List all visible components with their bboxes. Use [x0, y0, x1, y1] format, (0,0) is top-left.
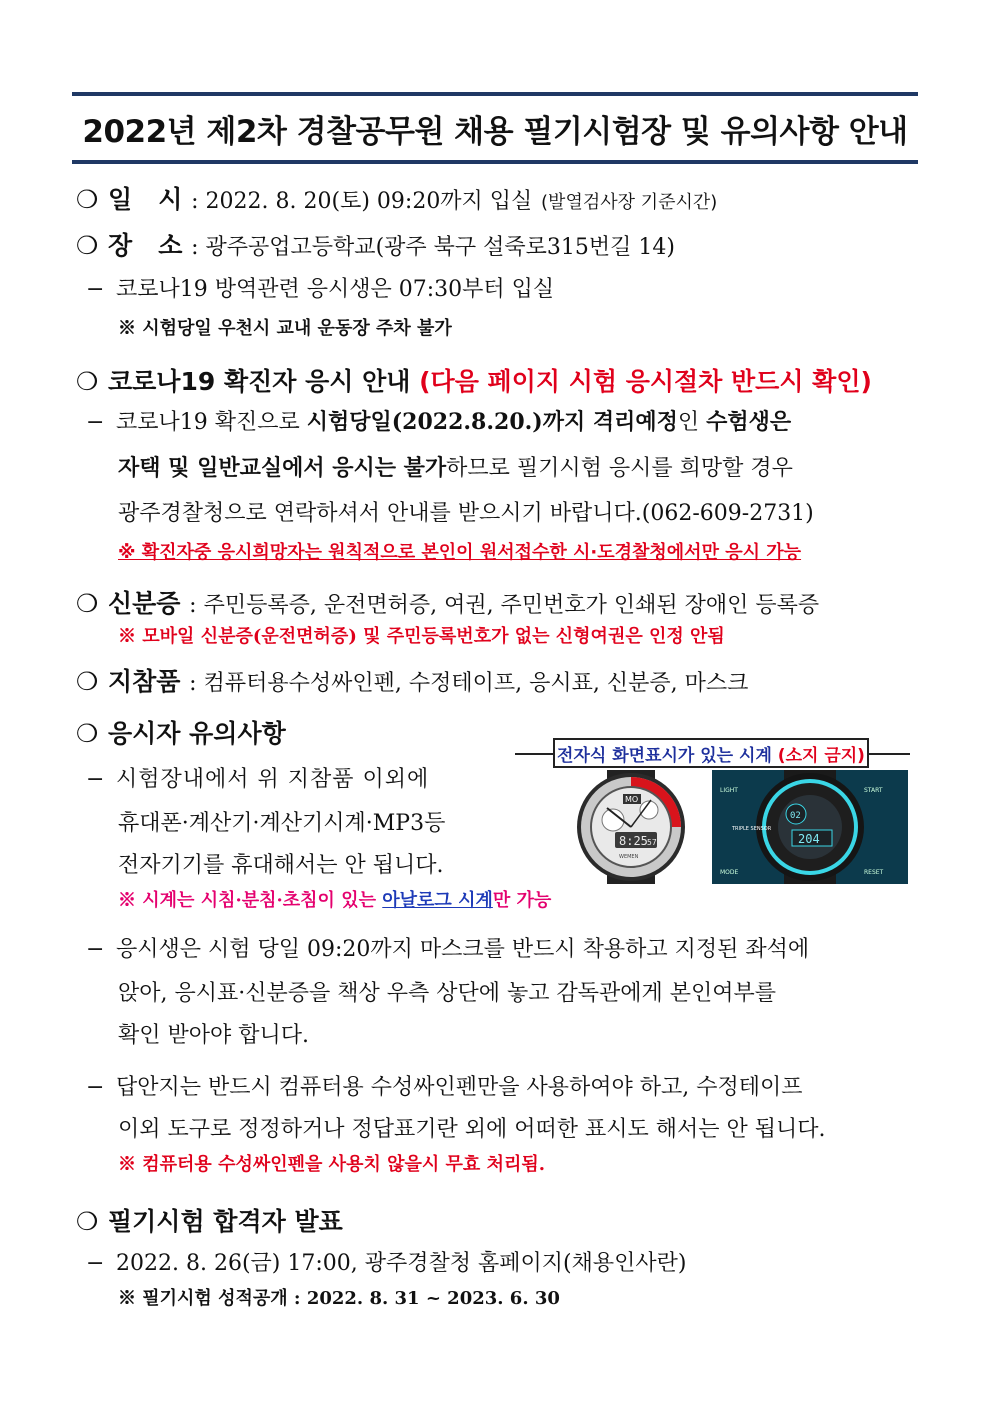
watch-illustration [515, 738, 910, 886]
covid-line-1 [76, 405, 791, 436]
covid-heading-row [76, 362, 872, 398]
id-card-note: ※ 모바일 신분증(운전면허증) 및 주민등록번호가 없는 신형여권은 인정 안됨 [118, 626, 725, 647]
results-line-1 [76, 1246, 686, 1277]
caution-3-line-1 [76, 1070, 803, 1101]
bullet-icon: ❍ [76, 589, 99, 618]
watch2-time: 204 [798, 832, 820, 846]
caution-note-text: ※ 시계는 시침·분침·초침이 있는 [118, 890, 383, 911]
dash-icon: − [86, 1075, 105, 1100]
schedule-suffix: (발열검사장 기준시간) [541, 192, 718, 213]
watch1-top-label: MO [625, 795, 639, 804]
covid-text: 하므로 필기시험 응시를 희망할 경우 [446, 456, 793, 481]
watch2-top-label: LIGHT [720, 787, 738, 794]
bullet-icon: ❍ [76, 667, 99, 696]
id-card-row [76, 584, 819, 620]
caution-1-note [118, 886, 551, 912]
bullet-icon: ❍ [76, 231, 99, 260]
place-sub-text: 코로나19 방역관련 응시생은 07:30부터 입실 [116, 277, 555, 302]
covid-text-bold: 자택 및 일반교실에서 응시는 불가 [118, 455, 447, 481]
watch2-sub: 02 [790, 811, 801, 821]
cautions-heading-row [76, 714, 286, 750]
results-text: 2022. 8. 26(금) 17:00, 광주경찰청 홈페이지(채용인사란) [116, 1251, 687, 1276]
covid-text: 인 [677, 410, 707, 435]
results-heading-row [76, 1202, 343, 1238]
caution-2-line-3: 확인 받아야 합니다. [118, 1023, 309, 1048]
place-note: ※ 시험당일 우천시 교내 운동장 주차 불가 [118, 318, 452, 339]
covid-heading-red: (다음 페이지 시험 응시절차 반드시 확인) [419, 367, 872, 396]
place-label: 장 소 [108, 231, 183, 260]
caution-text: 답안지는 반드시 컴퓨터용 수성싸인펜만을 사용하여야 하고, 수정테이프 [116, 1075, 803, 1100]
caution-1-line-3: 전자기기를 휴대해서는 안 됩니다. [118, 853, 444, 878]
results-heading: 필기시험 합격자 발표 [108, 1207, 343, 1236]
bullet-icon: ❍ [76, 185, 99, 214]
place-row [76, 226, 675, 262]
digital-watch-image [712, 770, 908, 884]
dash-icon: − [86, 937, 105, 962]
watch-caption [553, 738, 869, 768]
watch-caption-red: (소지 금지) [777, 745, 865, 766]
watch1-digital: 8:25 [619, 834, 648, 848]
caption-rule-right [867, 753, 910, 755]
schedule-row [76, 180, 717, 216]
covid-line-2 [118, 451, 793, 482]
analog-watch-text: 아날로그 시계 [382, 890, 493, 911]
analog-digital-watch-image [547, 770, 715, 884]
bullet-icon: ❍ [76, 719, 99, 748]
watch2-right-label: START [864, 787, 883, 794]
caution-3-note: ※ 컴퓨터용 수성싸인펜을 사용치 않을시 무효 처리됨. [118, 1154, 546, 1175]
caution-1-line-1 [76, 762, 429, 793]
watch2-reset-label: RESET [864, 869, 884, 876]
bullet-icon: ❍ [76, 367, 99, 396]
cautions-heading: 응시자 유의사항 [108, 719, 286, 748]
caution-note-text: 만 가능 [492, 890, 552, 911]
items-row [76, 662, 748, 698]
watch-caption-text: 전자식 화면표시가 있는 시계 [557, 745, 772, 766]
page-title: 2022년 제2차 경찰공무원 채용 필기시험장 및 유의사항 안내 [72, 92, 918, 164]
caution-text: 시험장내에서 위 지참품 이외에 [116, 767, 430, 792]
caution-2-line-1 [76, 932, 809, 963]
caution-2-line-2: 앉아, 응시표·신분증을 책상 우측 상단에 놓고 감독관에게 본인여부를 [118, 981, 776, 1006]
watch2-side-label: TRIPLE SENSOR [732, 826, 772, 832]
bullet-icon: ❍ [76, 1207, 99, 1236]
id-card-label: 신분증 [108, 589, 181, 618]
caution-text: 응시생은 시험 당일 09:20까지 마스크를 반드시 착용하고 지정된 좌석에 [116, 937, 810, 962]
caution-1-line-2: 휴대폰·계산기·계산기시계·MP3등 [118, 811, 446, 836]
caption-rule-left [515, 753, 555, 755]
place-sub-line [76, 272, 554, 303]
items-value: : 컴퓨터용수성싸인펜, 수정테이프, 응시표, 신분증, 마스크 [189, 671, 749, 696]
watch1-brand: WEMEN [619, 854, 639, 860]
covid-text-bold: 시험당일(2022.8.20.)까지 격리예정 [306, 409, 678, 435]
dash-icon: − [86, 1251, 105, 1276]
results-note: ※ 필기시험 성적공개 : 2022. 8. 31 ~ 2023. 6. 30 [118, 1288, 560, 1309]
covid-heading: 코로나19 확진자 응시 안내 [108, 367, 411, 396]
covid-line-3: 광주경찰청으로 연락하셔서 안내를 받으시기 바랍니다.(062-609-2731) [118, 501, 814, 526]
items-label: 지참품 [108, 667, 181, 696]
schedule-value: : 2022. 8. 20(토) 09:20까지 입실 [191, 189, 533, 214]
caution-3-line-2: 이외 도구로 정정하거나 정답표기란 외에 어떠한 표시도 해서는 안 됩니다. [118, 1117, 826, 1142]
covid-note: ※ 확진자중 응시희망자는 원칙적으로 본인이 원서접수한 시·도경찰청에서만 응시 가능 [118, 542, 802, 563]
id-card-value: : 주민등록증, 운전면허증, 여권, 주민번호가 인쇄된 장애인 등록증 [189, 593, 820, 618]
place-value: : 광주공업고등학교(광주 북구 설죽로315번길 14) [191, 235, 675, 260]
dash-icon: − [86, 767, 105, 792]
dash-icon: − [86, 277, 105, 302]
watch1-digital-sec: 57 [647, 838, 657, 847]
watch2-mode-label: MODE [720, 869, 739, 876]
schedule-label: 일 시 [108, 185, 183, 214]
dash-icon: − [86, 410, 105, 435]
covid-text: 코로나19 확진으로 [116, 410, 307, 435]
covid-text-bold: 수험생은 [706, 409, 792, 435]
